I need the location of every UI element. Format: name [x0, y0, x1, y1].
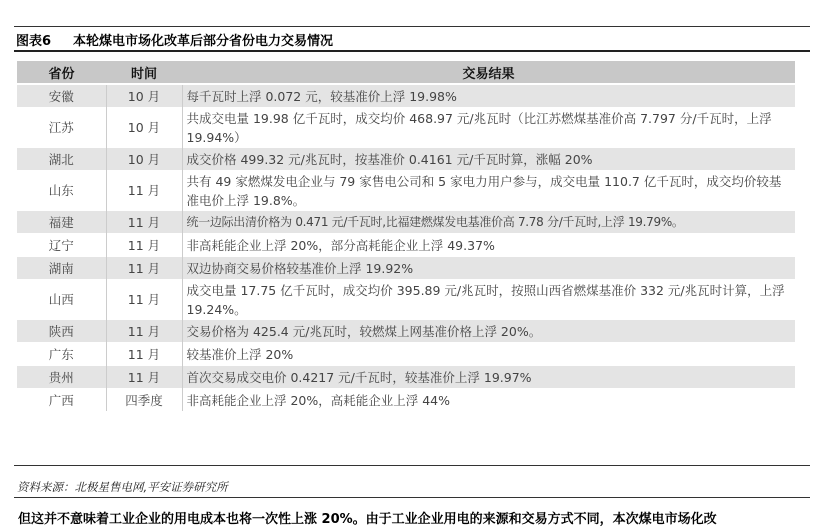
trading-table [17, 61, 795, 411]
figure-label: 图表6 [16, 34, 52, 49]
cell-result: 双边协商交易价格较基准价上浮 19.92% [182, 257, 795, 280]
source-rule [14, 497, 810, 498]
cell-time: 10 月 [106, 108, 182, 148]
cell-time: 11 月 [106, 366, 182, 389]
cell-result: 统一边际出清价格为 0.471 元/千瓦时,比福建燃煤发电基准价高 7.78 分/千瓦时,上浮 19.79%。 [182, 211, 795, 234]
cell-province: 广西 [17, 389, 106, 412]
cell-province: 山东 [17, 171, 106, 211]
body-paragraph: 但这并不意味着工业企业的用电成本也将一次性上涨 20%。由于工业企业用电的来源和交易方式不同，本次煤电市场化改 [18, 512, 717, 527]
cell-province: 贵州 [17, 366, 106, 389]
cell-result: 首次交易成交电价 0.4217 元/千瓦时，较基准价上浮 19.97% [182, 366, 795, 389]
header-province: 省份 [17, 61, 106, 84]
header-result: 交易结果 [182, 61, 795, 84]
header-time: 时间 [106, 61, 182, 84]
cell-province: 广东 [17, 343, 106, 366]
table-row [17, 234, 795, 257]
cell-result: 成交价格 499.32 元/兆瓦时，按基准价 0.4161 元/千瓦时算，涨幅 20% [182, 148, 795, 171]
cell-province: 福建 [17, 211, 106, 234]
cell-time: 10 月 [106, 84, 182, 108]
cell-time: 11 月 [106, 211, 182, 234]
table-row [17, 366, 795, 389]
cell-result: 共有 49 家燃煤发电企业与 79 家售电公司和 5 家电力用户参与，成交电量 110.7 亿千瓦时，成交均价较基准电价上浮 19.8%。 [182, 171, 795, 211]
title-rule [14, 50, 810, 52]
cell-province: 山西 [17, 280, 106, 320]
table-row [17, 148, 795, 171]
table-row [17, 211, 795, 234]
cell-province: 陕西 [17, 320, 106, 343]
cell-result: 较基准价上浮 20% [182, 343, 795, 366]
cell-time: 11 月 [106, 343, 182, 366]
cell-time: 10 月 [106, 148, 182, 171]
figure-title-text: 本轮煤电市场化改革后部分省份电力交易情况 [73, 34, 334, 49]
table-row [17, 280, 795, 320]
cell-province: 辽宁 [17, 234, 106, 257]
cell-time: 11 月 [106, 320, 182, 343]
table-header-row [17, 61, 795, 84]
table-row [17, 84, 795, 108]
cell-time: 四季度 [106, 389, 182, 412]
figure-title [16, 30, 333, 49]
table-row [17, 343, 795, 366]
cell-result: 共成交电量 19.98 亿千瓦时，成交均价 468.97 元/兆瓦时（比江苏燃煤基准价高 7.797 分/千瓦时，上浮 19.94%） [182, 108, 795, 148]
table-row [17, 389, 795, 412]
cell-province: 湖北 [17, 148, 106, 171]
cell-result: 每千瓦时上浮 0.072 元，较基准价上浮 19.98% [182, 84, 795, 108]
cell-time: 11 月 [106, 257, 182, 280]
cell-province: 江苏 [17, 108, 106, 148]
cell-result: 非高耗能企业上浮 20%，部分高耗能企业上浮 49.37% [182, 234, 795, 257]
cell-result: 交易价格为 425.4 元/兆瓦时，较燃煤上网基准价格上浮 20%。 [182, 320, 795, 343]
cell-province: 安徽 [17, 84, 106, 108]
cell-time: 11 月 [106, 234, 182, 257]
table-row [17, 171, 795, 211]
table-row [17, 108, 795, 148]
source-note: 资料来源：北极星售电网,平安证券研究所 [17, 480, 228, 494]
table-row [17, 257, 795, 280]
cell-province: 湖南 [17, 257, 106, 280]
table-bottom-rule [14, 465, 810, 466]
cell-time: 11 月 [106, 280, 182, 320]
cell-result: 非高耗能企业上浮 20%，高耗能企业上浮 44% [182, 389, 795, 412]
top-rule [14, 26, 810, 27]
table-row [17, 320, 795, 343]
cell-time: 11 月 [106, 171, 182, 211]
cell-result: 成交电量 17.75 亿千瓦时，成交均价 395.89 元/兆瓦时，按照山西省燃煤基准价 332 元/兆瓦时计算，上浮 19.24%。 [182, 280, 795, 320]
